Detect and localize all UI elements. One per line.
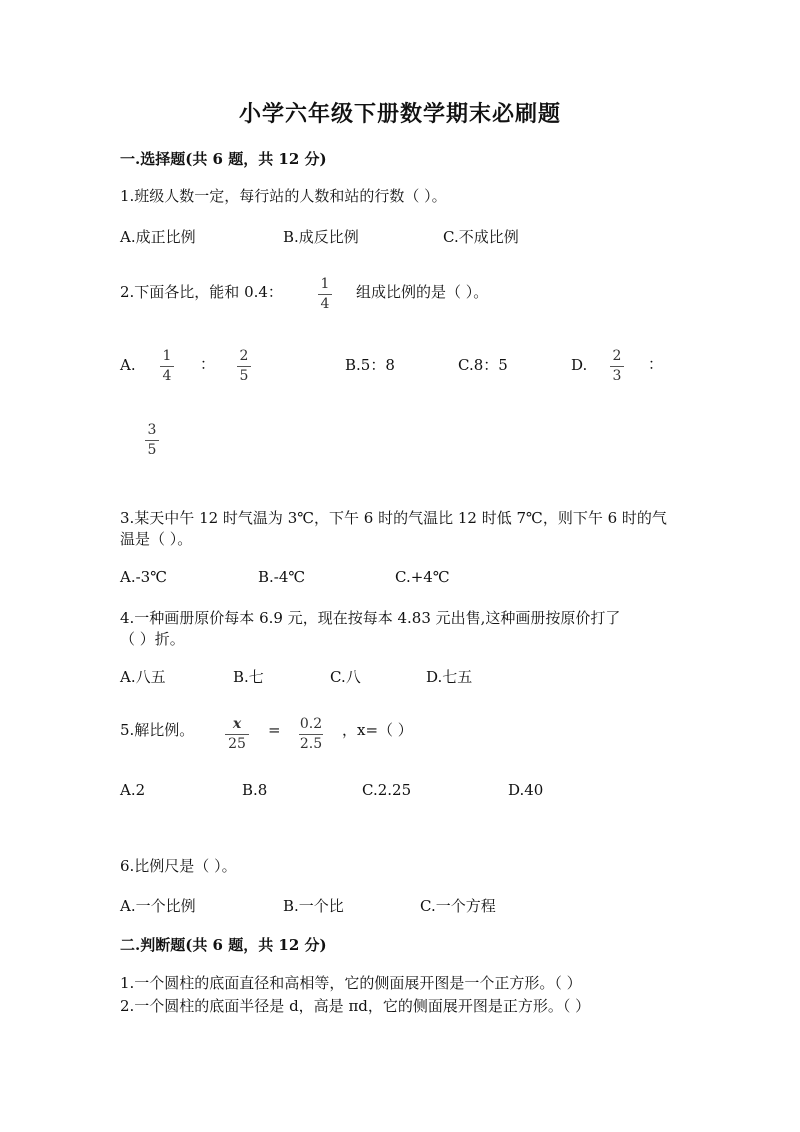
question-5-option-c: C.2.25 <box>362 781 412 799</box>
fraction-numerator: 2 <box>612 348 622 364</box>
question-2-stem-after: 组成比例的是（ ）。 <box>356 283 489 301</box>
question-6-option-c: C.一个方程 <box>420 897 496 915</box>
fraction-denominator: 5 <box>147 442 157 458</box>
question-3-stem-line-2: 温是（ ）。 <box>120 530 193 548</box>
question-2-option-d-fraction-2 <box>145 422 159 458</box>
question-5-option-a: A.2 <box>120 781 146 799</box>
question-6-option-a: A.一个比例 <box>120 897 196 915</box>
question-2-option-a-fraction-2 <box>237 348 251 384</box>
fraction-denominator: 25 <box>228 736 246 752</box>
fraction-bar <box>145 440 159 441</box>
fraction-denominator: 4 <box>320 296 330 312</box>
fraction-bar <box>237 366 251 367</box>
question-4-option-c: C.八 <box>330 668 361 686</box>
question-2-option-a-fraction-1 <box>160 348 174 384</box>
question-4-option-b: B.七 <box>233 668 264 686</box>
question-5-stem-after: ，x=（ ） <box>342 721 413 739</box>
fraction-denominator: 3 <box>612 368 622 384</box>
section-heading-choice: 一.选择题(共 6 题，共 12 分) <box>120 150 327 168</box>
question-2-fraction <box>318 276 332 312</box>
fraction-denominator: 5 <box>239 368 249 384</box>
fraction-denominator: 4 <box>162 368 172 384</box>
question-2-option-d-label: D. <box>571 356 588 374</box>
question-2-option-b: B.5：8 <box>345 356 395 374</box>
question-2-option-c: C.8：5 <box>458 356 508 374</box>
question-2-option-a-colon: ： <box>200 355 216 373</box>
question-4-option-a: A.八五 <box>120 668 166 686</box>
question-5-fraction-1 <box>225 716 249 752</box>
question-3-stem-line-1: 3.某天中午 12 时气温为 3℃，下午 6 时的气温比 12 时低 7℃，则下午 6 时的气 <box>120 509 667 527</box>
question-2-option-d-fraction-1 <box>610 348 624 384</box>
question-6-option-b: B.一个比 <box>283 897 344 915</box>
fraction-bar <box>610 366 624 367</box>
fraction-denominator: 2.5 <box>299 736 323 752</box>
question-1-option-b: B.成反比例 <box>283 228 359 246</box>
fraction-numerator: 1 <box>162 348 172 364</box>
question-5-equals: = <box>268 721 281 739</box>
question-5-option-d: D.40 <box>508 781 544 799</box>
question-2-stem-before: 2.下面各比，能和 0.4： <box>120 283 283 301</box>
question-5-fraction-2 <box>299 716 323 752</box>
question-5-option-b: B.8 <box>242 781 268 799</box>
question-3-option-b: B.-4℃ <box>258 568 306 586</box>
question-4-stem-line-2: （ ）折。 <box>120 630 185 648</box>
section-heading-judgement: 二.判断题(共 6 题，共 12 分) <box>120 936 327 954</box>
question-2-option-d-colon: ： <box>648 355 664 373</box>
fraction-bar <box>160 366 174 367</box>
question-1-stem: 1.班级人数一定，每行站的人数和站的行数（ ）。 <box>120 187 447 205</box>
fraction-numerator: 3 <box>147 422 157 438</box>
fraction-numerator: 1 <box>320 276 330 292</box>
question-1-option-a: A.成正比例 <box>120 228 196 246</box>
fraction-bar <box>225 734 249 735</box>
question-3-option-c: C.+4℃ <box>395 568 450 586</box>
question-4-option-d: D.七五 <box>426 668 473 686</box>
fraction-numerator: 0.2 <box>299 716 323 732</box>
fraction-numerator: 2 <box>239 348 249 364</box>
fraction-numerator: x <box>232 716 242 732</box>
question-3-option-a: A.-3℃ <box>120 568 167 586</box>
fraction-bar <box>299 734 323 735</box>
question-1-option-c: C.不成比例 <box>443 228 519 246</box>
page-title: 小学六年级下册数学期末必刷题 <box>238 101 561 127</box>
question-2-option-a-label: A. <box>120 356 136 374</box>
question-6-stem: 6.比例尺是（ ）。 <box>120 857 237 875</box>
question-4-stem-line-1: 4.一种画册原价每本 6.9 元，现在按每本 4.83 元出售,这种画册按原价打了 <box>120 609 621 627</box>
fraction-bar <box>318 294 332 295</box>
judgement-question-1: 1.一个圆柱的底面直径和高相等，它的侧面展开图是一个正方形。（ ） <box>120 974 582 992</box>
judgement-question-2: 2.一个圆柱的底面半径是 d，高是 πd，它的侧面展开图是正方形。（ ） <box>120 997 591 1015</box>
question-5-stem-before: 5.解比例。 <box>120 721 195 739</box>
